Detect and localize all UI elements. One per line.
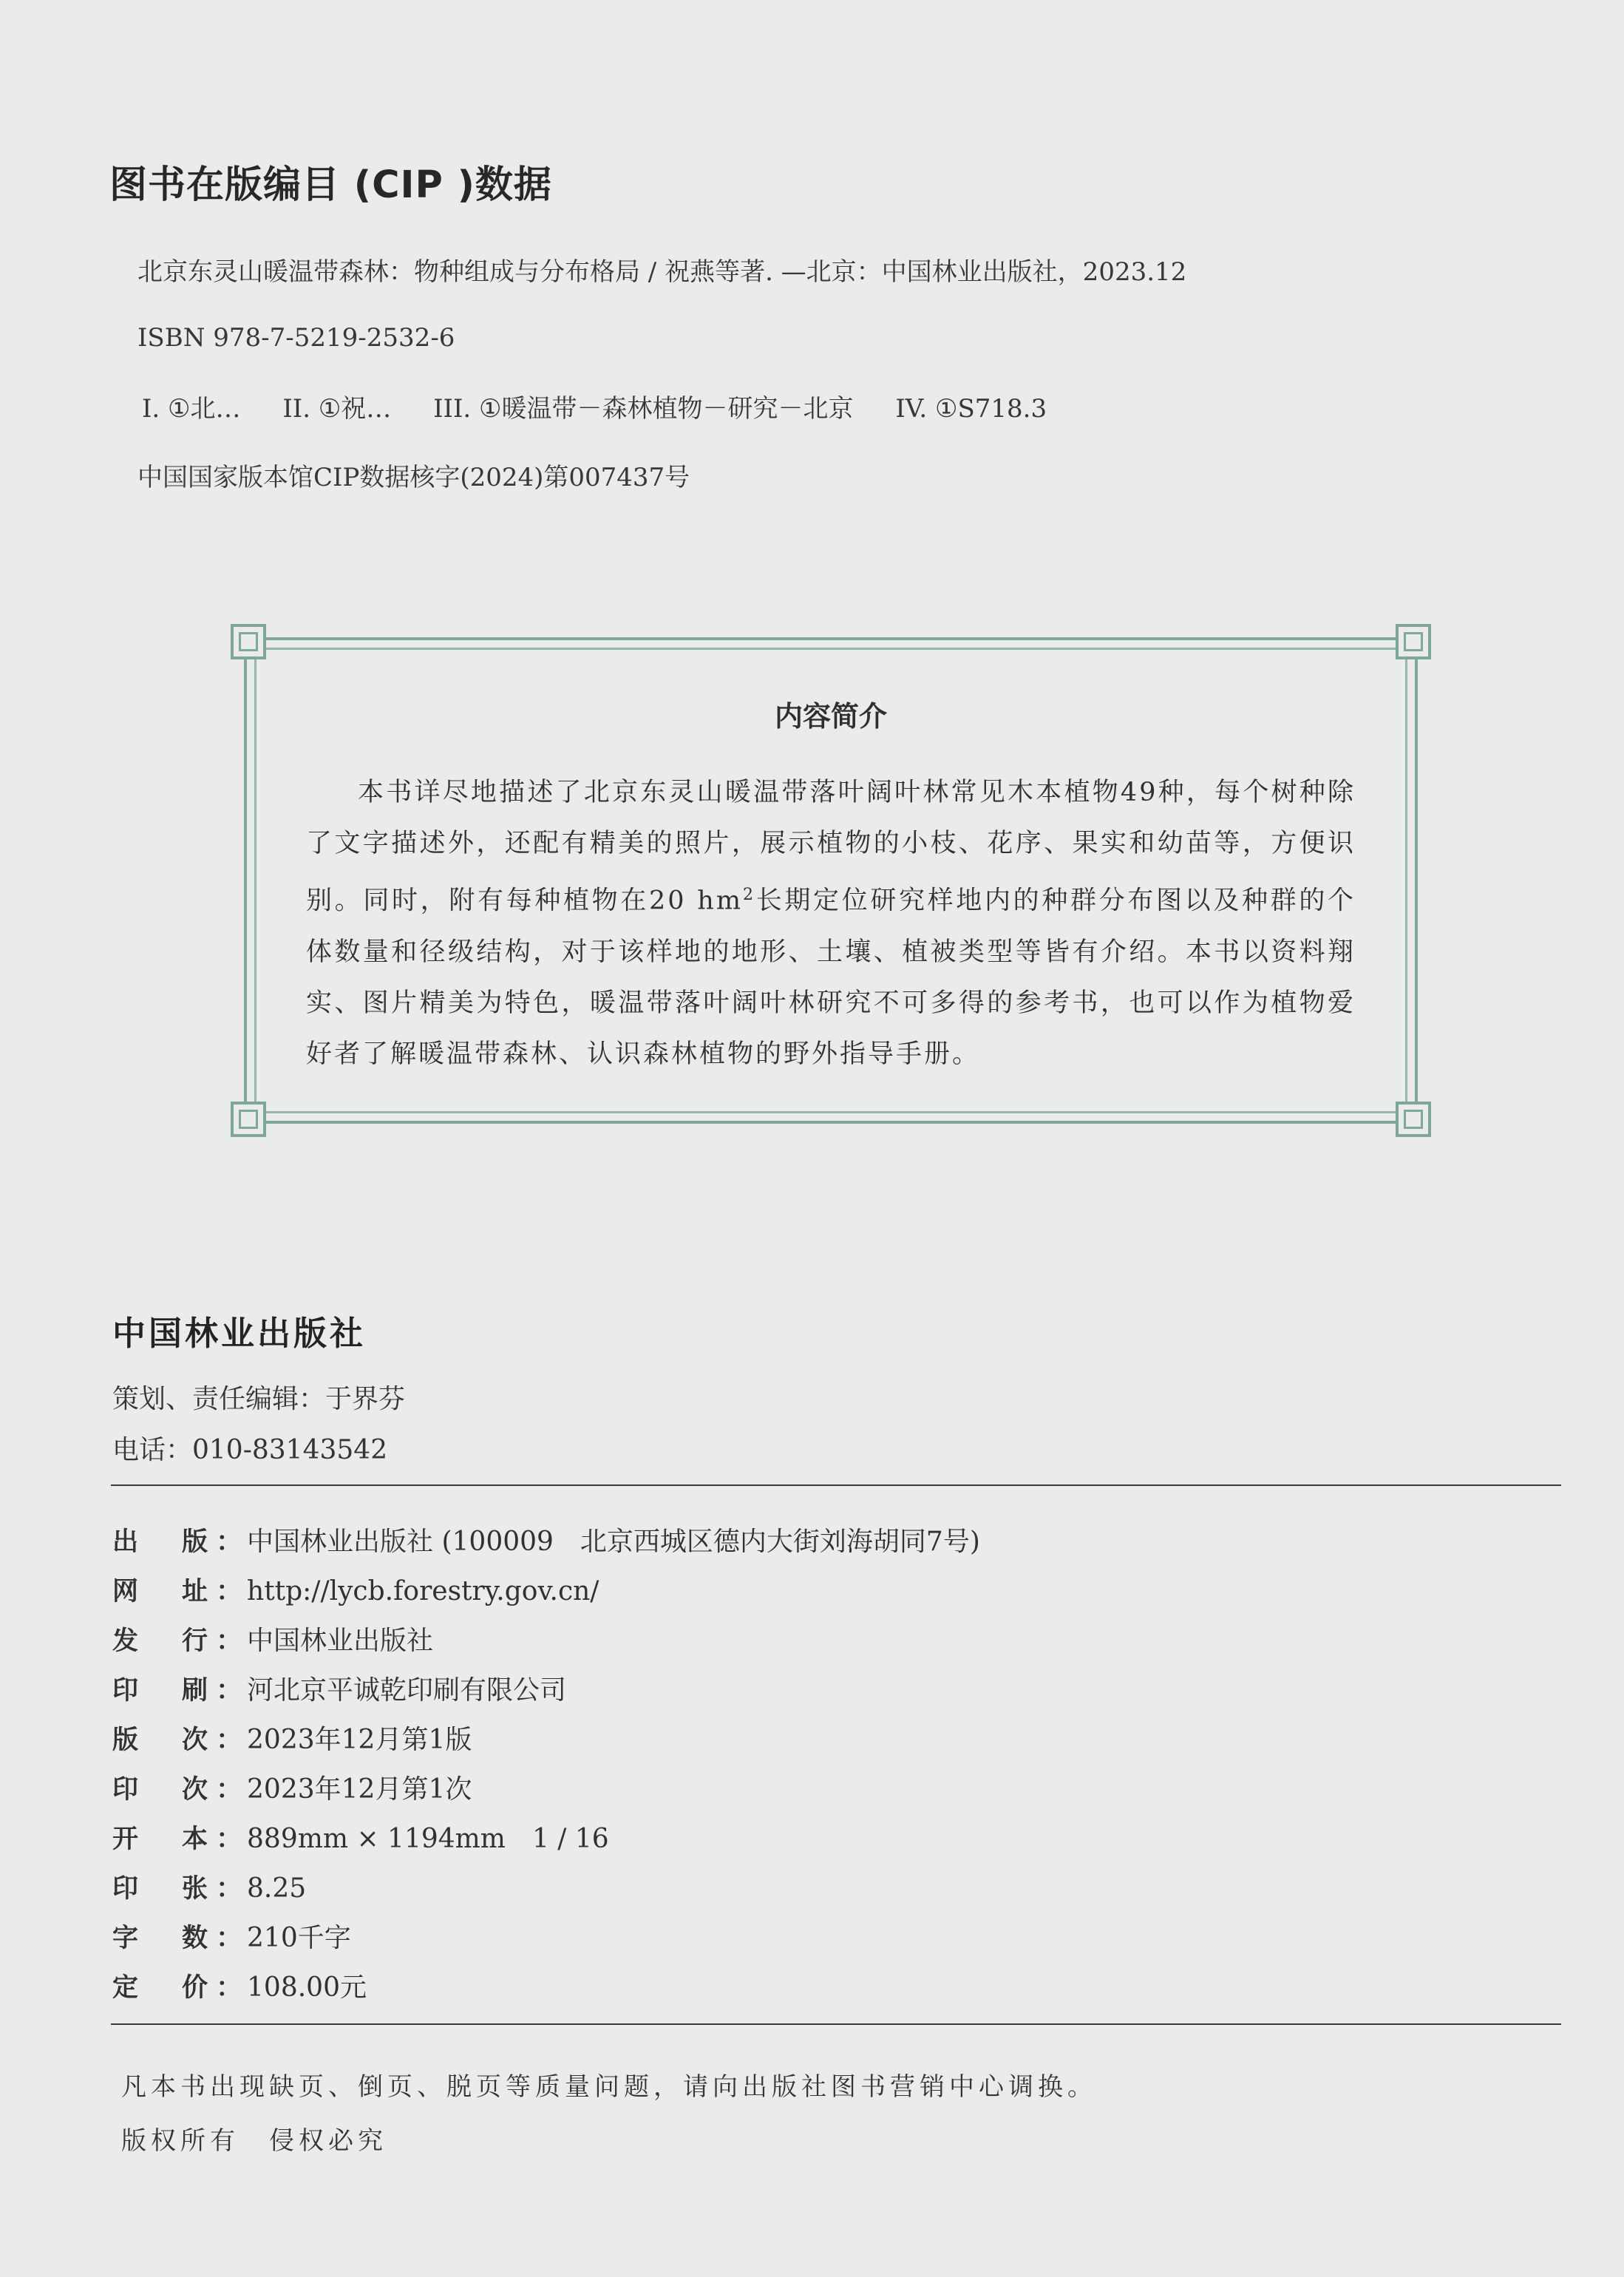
info-value: 210千字: [247, 1923, 351, 1953]
info-label: 出 版: [112, 1527, 217, 1557]
cip-classification: [142, 388, 1081, 424]
info-row: 版 次： 2023年12月第1版: [112, 1719, 472, 1757]
cip-part-3: III. ①暖温带－森林植物－研究－北京: [433, 394, 854, 424]
cip-bibliographic-line: 北京东灵山暖温带森林：物种组成与分布格局 / 祝燕等著. —北京：中国林业出版社，2023.12: [137, 257, 1187, 287]
cip-part-1: I. ①北…: [142, 394, 241, 424]
info-label: 定 价: [112, 1973, 217, 2003]
info-value: 中国林业出版社: [247, 1626, 434, 1656]
info-value: 中国林业出版社 (100009 北京西城区德内大街刘海胡同7号): [247, 1527, 980, 1557]
info-label: 字 数: [112, 1924, 217, 1953]
cip-isbn: ISBN 978-7-5219-2532-6: [137, 323, 455, 353]
info-row: 字 数： 210千字: [112, 1917, 351, 1955]
quality-notice: 凡本书出现缺页、倒页、脱页等质量问题，请向出版社图书营销中心调换。: [121, 2072, 1097, 2102]
info-label: 开 本: [112, 1825, 217, 1854]
divider: [111, 2023, 1561, 2025]
info-row: 定 价： 108.00元: [112, 1966, 367, 2004]
info-value: 889mm × 1194mm 1 / 16: [247, 1824, 609, 1854]
info-value: 河北京平诚乾印刷有限公司: [247, 1675, 567, 1706]
frame-corner-ornament: [1396, 1102, 1431, 1137]
info-label: 印 刷: [112, 1676, 217, 1706]
info-row: 出 版： 中国林业出版社 (100009 北京西城区德内大街刘海胡同7号): [112, 1521, 980, 1558]
copyright-notice: 版权所有 侵权必究: [121, 2126, 387, 2156]
summary-body: [306, 767, 1356, 1080]
info-row: 印 张： 8.25: [112, 1867, 306, 1905]
frame-corner-ornament: [231, 624, 266, 659]
cip-part-4: IV. ①S718.3: [895, 394, 1047, 424]
editor-line: 策划、责任编辑：于界芬: [112, 1384, 406, 1414]
info-value: 8.25: [247, 1873, 307, 1904]
info-label: 版 次: [112, 1725, 217, 1755]
summary-box: [244, 637, 1418, 1124]
info-label: 发 行: [112, 1626, 217, 1656]
cip-part-2: II. ①祝…: [282, 394, 392, 424]
summary-superscript: 2: [743, 886, 756, 904]
divider: [111, 1484, 1561, 1486]
info-value: 108.00元: [247, 1972, 367, 2003]
info-row: 印 次： 2023年12月第1次: [112, 1768, 472, 1806]
info-row: 发 行： 中国林业出版社: [112, 1620, 433, 1657]
summary-text-part-2: 长期定位研究样地内的种群分布图以及种群的个体数量和径级结构，对于该样地的地形、土壤、植被类型等皆有介绍。本书以资料翔实、图片精美为特色，暖温带落叶阔叶林研究不可多得的参考书，也可以作为植物爱好者了解暖温带森林、认识森林植物的野外指导手册。: [306, 886, 1356, 1069]
summary-title: 内容简介: [774, 700, 887, 733]
frame-corner-ornament: [1396, 624, 1431, 659]
info-row: 开 本： 889mm × 1194mm 1 / 16: [112, 1818, 609, 1856]
publisher-name: 中国林业出版社: [112, 1314, 367, 1353]
info-value: 2023年12月第1次: [247, 1774, 472, 1805]
info-value: http://lycb.forestry.gov.cn/: [247, 1576, 599, 1606]
cip-heading: 图书在版编目 (CIP )数据: [109, 163, 552, 207]
info-value: 2023年12月第1版: [247, 1725, 472, 1755]
info-label: 印 张: [112, 1874, 217, 1904]
info-label: 印 次: [112, 1775, 217, 1805]
frame-corner-ornament: [231, 1102, 266, 1137]
info-row: 网 址： http://lycb.forestry.gov.cn/: [112, 1570, 599, 1608]
info-label: 网 址: [112, 1577, 217, 1606]
phone-line: 电话：010-83143542: [112, 1435, 388, 1465]
cip-record-number: 中国国家版本馆CIP数据核字(2024)第007437号: [137, 463, 690, 492]
summary-text-part-1: 本书详尽地描述了北京东灵山暖温带落叶阔叶林常见木本植物49种，每个树种除了文字描述外，还配有精美的照片，展示植物的小枝、花序、果实和幼苗等，方便识别。同时，附有每种植物在20 hm: [306, 778, 1356, 916]
info-row: 印 刷： 河北京平诚乾印刷有限公司: [112, 1669, 566, 1707]
